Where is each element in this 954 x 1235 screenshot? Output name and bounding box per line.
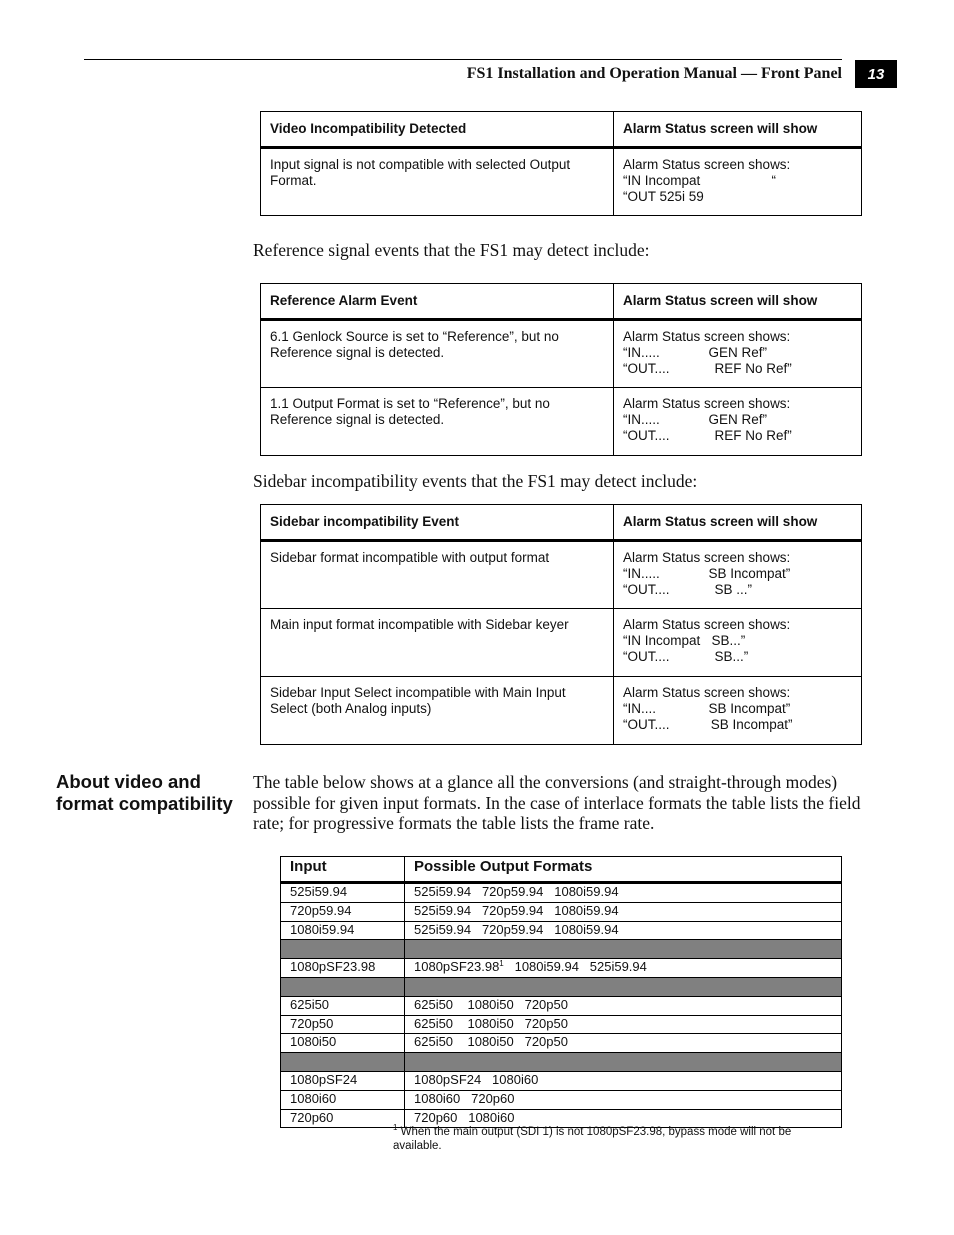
status-line: Alarm Status screen shows: — [623, 550, 791, 565]
status-cell — [614, 388, 862, 456]
input-cell: 1080pSF23.98 — [281, 959, 405, 978]
table-header-row — [281, 857, 842, 883]
table-row — [281, 1034, 842, 1053]
outputs-cell: 720p60 1080i60 — [405, 1109, 842, 1128]
footnote-marker: 1 — [499, 959, 504, 969]
table-row — [281, 883, 842, 903]
outputs-cell: 1080pSF24 1080i60 — [405, 1071, 842, 1090]
status-line: Alarm Status screen shows: — [623, 157, 791, 172]
input-cell: 1080i59.94 — [281, 921, 405, 940]
table-row — [261, 609, 862, 677]
input-cell: 720p59.94 — [281, 902, 405, 921]
column-header-status: Alarm Status screen will show — [614, 112, 862, 148]
outputs-cell: 625i50 1080i50 720p50 — [405, 1015, 842, 1034]
section-body-text: The table below shows at a glance all the conversions (and straight-through modes) possible for given input formats. In the case of interlace formats the table lists the field rate; for progressive formats the table lists the frame rate. — [253, 772, 861, 833]
page-number-badge: 13 — [855, 60, 897, 88]
status-cell — [614, 320, 862, 388]
video-incompatibility-table — [260, 111, 862, 216]
separator-row — [281, 1053, 842, 1072]
column-header-outputs: Possible Output Formats — [405, 857, 842, 883]
separator-cell — [405, 977, 842, 996]
status-line: Alarm Status screen shows: — [623, 396, 791, 411]
input-cell: 1080i50 — [281, 1034, 405, 1053]
status-line: “IN..... SB Incompat” — [623, 566, 791, 581]
footnote-text: When the main output (SDI 1) is not 1080pSF23.98, bypass mode will not be available. — [393, 1126, 792, 1152]
status-cell — [614, 609, 862, 677]
table-row — [281, 1071, 842, 1090]
outputs-cell: 625i50 1080i50 720p50 — [405, 996, 842, 1015]
table-row — [261, 320, 862, 388]
table-header-row — [261, 112, 862, 148]
status-line: “IN..... GEN Ref” — [623, 412, 768, 427]
input-cell: 720p60 — [281, 1109, 405, 1128]
event-cell: Input signal is not compatible with selected Output Format. — [261, 148, 614, 216]
input-cell: 1080i60 — [281, 1090, 405, 1109]
table-row — [261, 677, 862, 745]
event-cell: 6.1 Genlock Source is set to “Reference”, but no Reference signal is detected. — [261, 320, 614, 388]
input-cell: 1080pSF24 — [281, 1071, 405, 1090]
outputs-cell: 625i50 1080i50 720p50 — [405, 1034, 842, 1053]
outputs-text-after: 1080i59.94 525i59.94 — [503, 959, 647, 975]
status-line: “OUT.... REF No Ref” — [623, 428, 792, 443]
outputs-cell — [405, 959, 842, 978]
outputs-cell: 525i59.94 720p59.94 1080i59.94 — [405, 921, 842, 940]
footnote — [393, 1123, 843, 1153]
status-cell — [614, 541, 862, 609]
column-header-input: Input — [281, 857, 405, 883]
format-compatibility-table — [280, 856, 842, 1128]
separator-row — [281, 977, 842, 996]
section-heading: About video and format compatibility — [56, 771, 233, 814]
outputs-cell: 1080i60 720p60 — [405, 1090, 842, 1109]
column-header-status: Alarm Status screen will show — [614, 284, 862, 320]
event-cell: 1.1 Output Format is set to “Reference”, but no Reference signal is detected. — [261, 388, 614, 456]
table-header-row — [261, 505, 862, 541]
outputs-cell: 525i59.94 720p59.94 1080i59.94 — [405, 883, 842, 903]
status-line: “OUT.... SB...” — [623, 649, 749, 664]
table-row — [281, 921, 842, 940]
outputs-cell: 525i59.94 720p59.94 1080i59.94 — [405, 902, 842, 921]
table-header-row — [261, 284, 862, 320]
table-row — [261, 388, 862, 456]
input-cell: 625i50 — [281, 996, 405, 1015]
input-cell: 525i59.94 — [281, 883, 405, 903]
reference-intro-text: Reference signal events that the FS1 may detect include: — [253, 240, 650, 260]
status-line: Alarm Status screen shows: — [623, 329, 791, 344]
table-row — [281, 1090, 842, 1109]
separator-cell — [281, 940, 405, 959]
status-line: Alarm Status screen shows: — [623, 685, 791, 700]
status-line: “IN..... GEN Ref” — [623, 345, 768, 360]
table-row — [281, 959, 842, 978]
status-cell — [614, 677, 862, 745]
column-header-event: Video Incompatibility Detected — [261, 112, 614, 148]
status-line: “IN.... SB Incompat” — [623, 701, 791, 716]
status-line: “OUT.... SB ...” — [623, 582, 753, 597]
table-row — [261, 148, 862, 216]
footnote-marker: 1 — [393, 1123, 398, 1132]
status-line: Alarm Status screen shows: — [623, 617, 791, 632]
status-line: “OUT.... SB Incompat” — [623, 717, 793, 732]
column-header-event: Reference Alarm Event — [261, 284, 614, 320]
table-row — [261, 541, 862, 609]
table-row — [281, 902, 842, 921]
status-line: “OUT 525i 59 — [623, 189, 704, 204]
column-header-event: Sidebar incompatibility Event — [261, 505, 614, 541]
event-cell: Sidebar format incompatible with output format — [261, 541, 614, 609]
status-line: “IN Incompat “ — [623, 173, 777, 188]
header-rule — [84, 59, 842, 60]
sidebar-incompatibility-table — [260, 504, 862, 745]
separator-row — [281, 940, 842, 959]
separator-cell — [405, 1053, 842, 1072]
reference-alarm-table — [260, 283, 862, 456]
status-line: “IN Incompat SB...” — [623, 633, 746, 648]
running-header-title: FS1 Installation and Operation Manual — Front Panel — [466, 65, 842, 82]
separator-cell — [281, 1053, 405, 1072]
status-line: “OUT.... REF No Ref” — [623, 361, 792, 376]
separator-cell — [405, 940, 842, 959]
status-cell — [614, 148, 862, 216]
event-cell: Main input format incompatible with Sidebar keyer — [261, 609, 614, 677]
table-row — [281, 996, 842, 1015]
sidebar-intro-text: Sidebar incompatibility events that the FS1 may detect include: — [253, 471, 698, 491]
outputs-text: 1080pSF23.98 — [414, 959, 500, 975]
input-cell: 720p50 — [281, 1015, 405, 1034]
table-row — [281, 1015, 842, 1034]
separator-cell — [281, 977, 405, 996]
column-header-status: Alarm Status screen will show — [614, 505, 862, 541]
event-cell: Sidebar Input Select incompatible with Main Input Select (both Analog inputs) — [261, 677, 614, 745]
